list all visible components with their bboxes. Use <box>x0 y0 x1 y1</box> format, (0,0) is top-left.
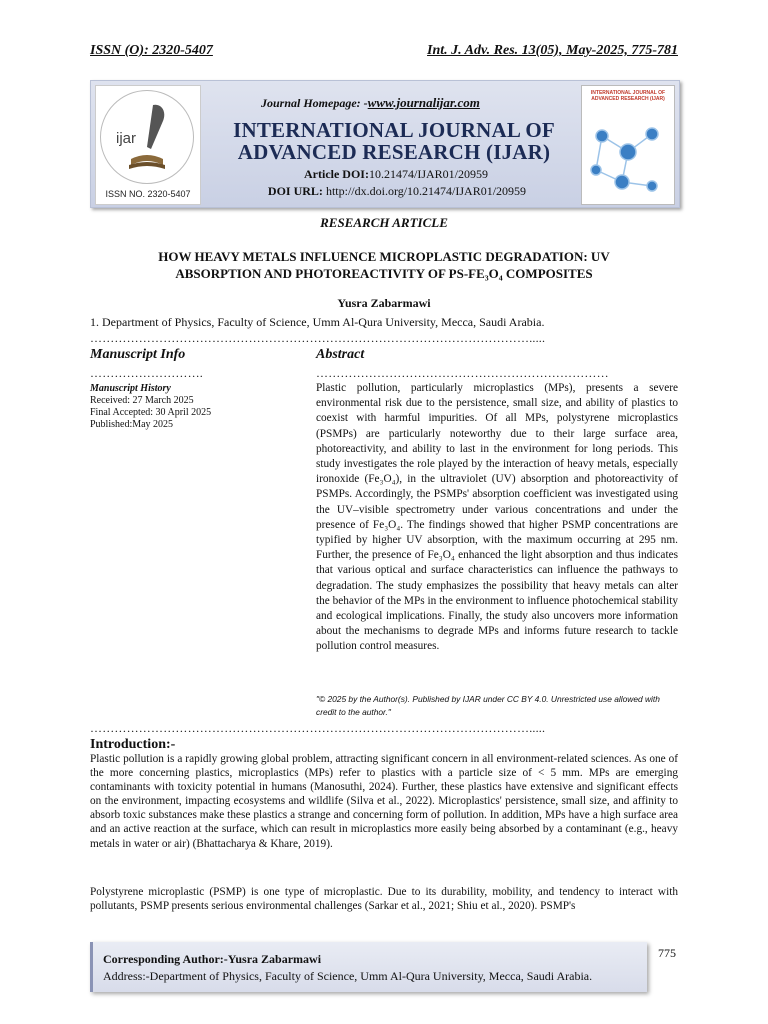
homepage-link[interactable]: www.journalijar.com <box>367 95 480 110</box>
author-name: Yusra Zabarmawi <box>337 296 431 310</box>
molecule-icon <box>582 106 674 204</box>
doi-url <box>237 184 557 199</box>
manuscript-info-heading: Manuscript Info <box>90 347 186 362</box>
paper-title <box>90 248 678 282</box>
received-date: Received: 27 March 2025 <box>90 395 194 406</box>
journal-title-line2: ADVANCED RESEARCH (IJAR) <box>237 140 551 164</box>
article-type: RESEARCH ARTICLE <box>320 215 448 230</box>
doi-url-label: DOI URL: <box>267 184 323 198</box>
journal-title <box>209 119 579 163</box>
abstract-text: Plastic pollution, particularly microplastics (MPs), presents a severe environmental risk due to the persistence, small size, and ability of plastics to coexist with harmful impurities. Of all MPs, polystyrene microplastics (PSMPs) are particularly noteworthy due to their large surface area, photoreactivity, and ability to last in the environment for long periods. This study investigates the role played by the interaction of heavy metals, especially ironoxide (Fe₃O₄), in the ultraviolet (UV) absorption and photoreactivity of PSMPs. Accordingly, the PSMPs' absorption coefficient was investigated using the UV–visible spectrometry under various concentrations and under the presence of Fe₃O₄. The findings showed that higher PSMP concentrations are typified by higher UV absorption, with the maximum occurring at 295 nm. Further, the presence of Fe₃O₄ enhanced the light absorption and thus indicates that various optical and surface characteristics can influence the pathways to degradation. The study emphasizes the possibility that heavy metals can alter the behavior of the MPs in the environment to influence photochemical stability and ecological implications. Finally, the study also uncovers more information about the mechanisms to degrade MPs and informs future research to tackle pollution control measures. <box>316 382 678 653</box>
journal-banner <box>90 80 680 208</box>
accepted-date: Final Accepted: 30 April 2025 <box>90 407 212 418</box>
introduction-paragraph: Polystyrene microplastic (PSMP) is one type of microplastic. Due to its durability, mobility, and tendency to interact with pollutants, PSMP presents serious environmental challenges (Sarkar et al., 2021; Shiu et al., 2020). PSMP's <box>90 886 678 913</box>
manuscript-history <box>90 383 211 431</box>
author-affiliation: 1. Department of Physics, Faculty of Science, Umm Al-Qura University, Mecca, Saudi Arabia. <box>90 315 545 329</box>
running-header <box>90 43 678 59</box>
logo-issn: ISSN NO. 2320-5407 <box>105 189 191 199</box>
published-date: Published:May 2025 <box>90 419 174 430</box>
introduction-paragraph: Plastic pollution is a rapidly growing global problem, attracting significant concern in all environment-related sciences. As one of the more concerning plastics, microplastics (MPs) refer to plastics with a particle size of < 5 mm. MPs are emerging contaminants with toxicity potential in humans (Manosuthi, 2024). Further, these plastics have extensive and significant effects on the environment, impacting ecosystems and wildlife (Silva et al., 2022). Microplastics' persistence, small size, and affinity to absorb toxic substances make these plastics a strange and concerning form of pollution. In addition, MPs have a high surface area and an active reaction at the surface, which can result in microplastics more easily being absorbed by a contaminant (e.g., heavy metals in water or air) (Bhattacharya & Khare, 2019). <box>90 753 678 850</box>
journal-homepage <box>261 95 480 111</box>
issn-text: ISSN (O): 2320-5407 <box>90 43 213 58</box>
logo-circle <box>100 90 194 184</box>
divider-dots: ………………………………………………………………………………………………..... <box>90 331 546 345</box>
article-doi <box>261 167 531 182</box>
doi-url-value[interactable]: http://dx.doi.org/10.21474/IJAR01/20959 <box>325 184 527 198</box>
paper-title-line1: HOW HEAVY METALS INFLUENCE MICROPLASTIC DEGRADATION: UV <box>158 249 610 264</box>
divider-dots: ………………………………………………………………………………………………..... <box>90 721 546 735</box>
journal-cover <box>581 85 675 205</box>
corresponding-author-box <box>90 942 647 992</box>
abstract-heading: Abstract <box>316 347 365 362</box>
page-number: 775 <box>658 946 676 960</box>
article-doi-value: 10.21474/IJAR01/20959 <box>368 167 488 181</box>
corresponding-author: Corresponding Author:-Yusra Zabarmawi <box>103 952 322 966</box>
abstract-dots: ……………………………………………………………… <box>316 366 609 380</box>
journal-title-line1: INTERNATIONAL JOURNAL OF <box>233 118 555 142</box>
citation-text: Int. J. Adv. Res. 13(05), May-2025, 775-781 <box>427 43 678 58</box>
introduction-heading: Introduction:- <box>90 737 176 752</box>
quill-book-icon <box>101 91 193 183</box>
manuscript-dots: ………………………. <box>90 366 203 380</box>
homepage-label: Journal Homepage: - <box>261 96 368 110</box>
logo-word: ijar <box>116 130 137 147</box>
article-doi-label: Article DOI: <box>304 167 369 181</box>
history-label: Manuscript History <box>90 383 171 394</box>
journal-logo <box>95 85 201 205</box>
corresponding-address: Address:-Department of Physics, Faculty of Science, Umm Al-Qura University, Mecca, Saudi Arabia. <box>103 969 593 983</box>
copyright-notice: "© 2025 by the Author(s). Published by IJAR under CC BY 4.0. Unrestricted use allowed with credit to the author." <box>316 694 660 717</box>
cover-title: INTERNATIONAL JOURNAL OF ADVANCED RESEARCH (IJAR) <box>590 90 666 102</box>
paper-title-line2: ABSORPTION AND PHOTOREACTIVITY OF PS-FE₃O₄ COMPOSITES <box>175 266 593 281</box>
